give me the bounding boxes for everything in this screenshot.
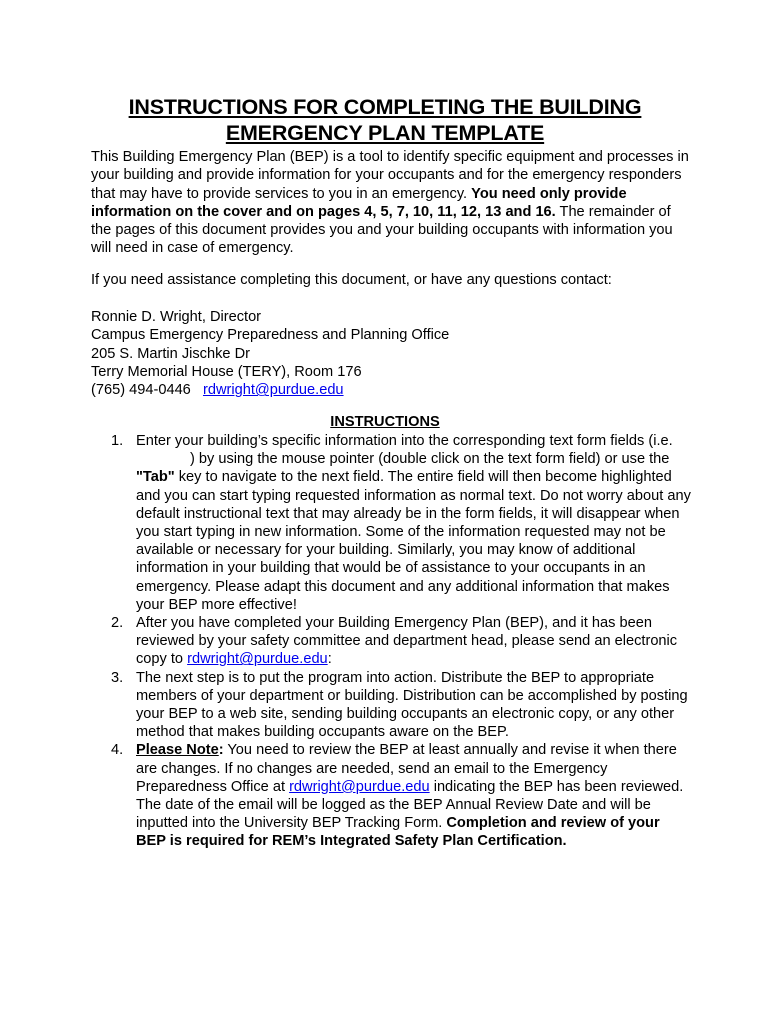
list-item-number: 2.: [111, 615, 124, 632]
intro-text: This Building Emergency Plan (BEP) is a tool to identify specific equipment and processes in your building and provide information for your occupants and for the emergency responders that may have to provide services to you in an emergency.: [91, 149, 689, 202]
contact-name: Ronnie D. Wright, Director: [91, 309, 262, 325]
contact-phone: (765) 494-0446: [91, 382, 191, 399]
list-item: [108, 432, 693, 614]
list-item: [108, 741, 693, 850]
list-item-number: 4.: [111, 742, 124, 759]
contact-office: Campus Emergency Preparedness and Planning Office: [91, 327, 450, 344]
list-item: [108, 614, 693, 669]
intro-bold-text: You need only provide information on the cover and on pages 4, 5, 7, 10, 11, 12, 13 and 16.: [91, 185, 627, 220]
certification-note: Completion and review of your BEP is required for REM’s Integrated Safety Plan Certification.: [136, 815, 660, 850]
list-item-text: You need to review the BEP at least annually and revise it when there are changes. If no changes are needed, send an email to the Emergency Preparedness Office at: [136, 742, 677, 795]
list-item-text: After you have completed your Building Emergency Plan (BEP), and it has been reviewed by your safety committee and department head, please send an electronic copy to: [136, 615, 678, 668]
intro-paragraph: [91, 148, 691, 258]
contact-block: [91, 308, 691, 399]
please-note-label: Please Note: [136, 742, 219, 759]
list-item-text: ) by using the mouse pointer (double click on the text form field) or use the: [190, 451, 670, 468]
title-line-2: EMERGENCY PLAN TEMPLATE: [225, 121, 545, 145]
list-item-text: :: [327, 651, 332, 668]
instructions-list: [108, 432, 693, 851]
please-note-colon: :: [218, 742, 224, 759]
contact-building: Terry Memorial House (TERY), Room 176: [91, 363, 362, 380]
contact-street: 205 S. Martin Jischke Dr: [91, 345, 250, 362]
intro-rest-text: The remainder of the pages of this document provides you and your building occupants with information you will need in case of emergency.: [91, 203, 673, 257]
list-item-text: key to navigate to the next field. The entire field will then become highlighted and you can start typing requested information as normal text. Do not worry about any default instructional text that may already be in the form fields, it will disappear when you start typing in new information. Some of the information requested may not be available or necessary for your building. Similarly, you may know of additional information in your building that would be of assistance to your occupants in an emergency. Please adapt this document and any additional information that makes your BEP more effective!: [136, 469, 691, 613]
instructions-heading: INSTRUCTIONS: [330, 414, 440, 430]
list-item-number: 1.: [111, 433, 124, 449]
page-title: [60, 94, 710, 146]
list-item-number: 3.: [111, 669, 124, 686]
list-item-text: indicating the BEP has been reviewed. The date of the email will be logged as the BEP Annual Review Date and will be inputted into the University BEP Tracking Form.: [136, 778, 684, 832]
list-item: [108, 669, 693, 742]
contact-email-link[interactable]: rdwright@purdue.edu: [202, 382, 344, 399]
title-line-1: INSTRUCTIONS FOR COMPLETING THE BUILDING: [128, 95, 642, 119]
assistance-paragraph: If you need assistance completing this document, or have any questions contact:: [91, 272, 612, 288]
tab-key-label: "Tab": [136, 469, 175, 486]
list-item-text: Enter your building’s specific information into the corresponding text form fields (i.e.: [136, 433, 673, 449]
email-link[interactable]: rdwright@purdue.edu: [187, 651, 328, 668]
list-item-text: The next step is to put the program into action. Distribute the BEP to appropriate members of your department or building. Distribution can be accomplished by posting your BEP to a web site, sending building occupants an electronic copy, or any other method that makes building occupants aware on the BEP.: [136, 669, 688, 741]
email-link[interactable]: rdwright@purdue.edu: [289, 778, 430, 795]
contact-phone-line: [91, 381, 691, 399]
